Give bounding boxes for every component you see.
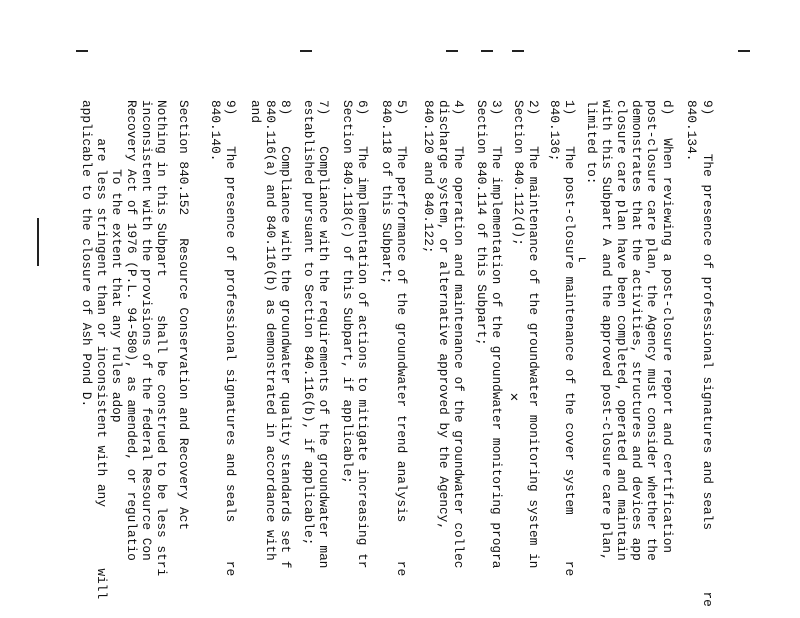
text-line: 6) The implementation of actions to mitigate increasing tr (355, 100, 370, 569)
text-line: 840.134. (684, 100, 699, 162)
margin-mark (481, 50, 493, 52)
text-line: are less stringent than or inconsistent with any will (94, 100, 109, 600)
margin-mark (300, 50, 312, 52)
text-line: 840.120 and 840.122; (421, 100, 436, 254)
text-line: 9) The presence of professional signatures and seals re (700, 100, 715, 607)
handwritten-mark: ⌐ (578, 252, 587, 268)
text-line: Section 840.114 of this Subpart; (474, 100, 489, 346)
text-line: inconsistent with the provisions of the federal Resource Con (139, 100, 154, 561)
text-line: d) When reviewing a post-closure report and certification (660, 100, 675, 554)
text-line: Section 840.112(d); (511, 100, 526, 246)
text-line: post-closure care plan, the Agency must consider whether the (644, 100, 659, 561)
margin-mark (738, 50, 750, 52)
section-heading: Section 840.152 Resource Conservation and Recovery Act (176, 100, 191, 531)
text-line: demonstrates that the activities, structures and devices app (629, 100, 644, 561)
text-line: closure care plan have been completed, operated and maintain (614, 100, 629, 561)
margin-mark (512, 50, 524, 52)
text-line: 8) Compliance with the groundwater quality standards set f (278, 100, 293, 569)
margin-mark (446, 50, 458, 52)
margin-rule (37, 218, 39, 266)
text-line: 840.116(a) and 840.116(b) as demonstrated in accordance with (263, 100, 278, 561)
text-line: 5) The performance of the groundwater trend analysis re (394, 100, 409, 577)
text-line: 840.118 of this Subpart; (379, 100, 394, 285)
handwritten-mark: ✕ (510, 390, 519, 406)
text-line: 9) The presence of professional signatures and seals re (223, 100, 238, 577)
text-line: 1) The post-closure maintenance of the cover system re (562, 100, 577, 577)
text-line: Section 840.118(c) of this Subpart, if applicable; (340, 100, 355, 484)
text-line: Recovery Act of 1976 (P.L. 94-580), as amended, or regulatio (124, 100, 139, 561)
text-line: To the extent that any rules adop (109, 100, 124, 423)
margin-mark (76, 50, 88, 52)
text-line: 7) Compliance with the requirements of the groundwater man (316, 100, 331, 569)
text-line: limited to: (584, 100, 599, 185)
text-line: established pursuant to Section 840.116(b), if applicable; (301, 100, 316, 546)
text-line: 4) The operation and maintenance of the groundwater collec (451, 100, 466, 569)
text-line: 3) The implementation of the groundwater monitoring progra (489, 100, 504, 569)
text-line: discharge system, or alternative approved by the Agency, (436, 100, 451, 531)
text-line: 840.136; (547, 100, 562, 162)
text-line: with this Subpart A and the approved post-closure care plan, (599, 100, 614, 561)
text-line: 840.140. (208, 100, 223, 162)
text-line: Nothing in this Subpart shall be construed to be less stri (154, 100, 169, 577)
text-line: applicable to the closure of Ash Pond D. (79, 100, 94, 408)
text-line: and (248, 100, 263, 124)
text-line: 2) The maintenance of the groundwater monitoring system in (526, 100, 541, 569)
